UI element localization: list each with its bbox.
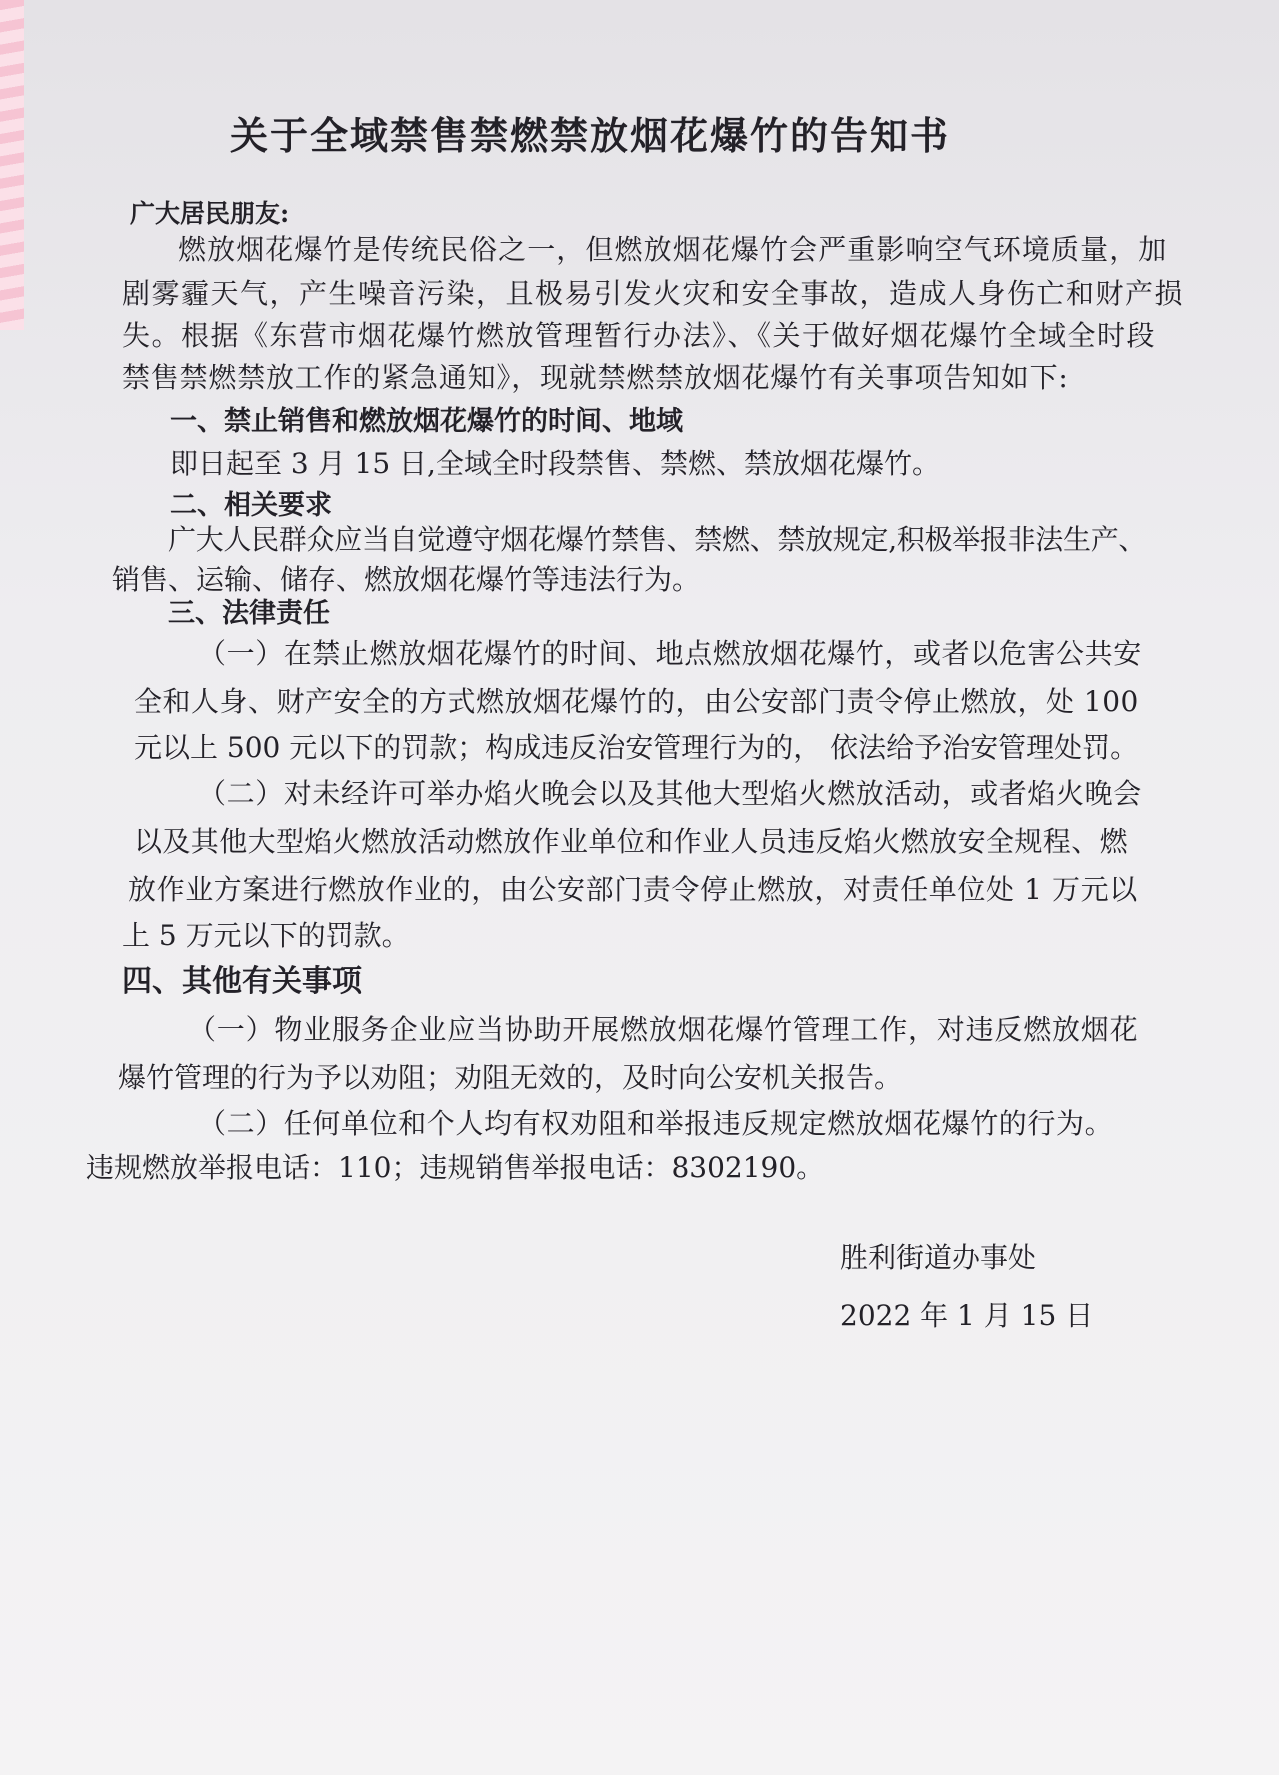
- intro-line: 失。根据《东营市烟花爆竹燃放管理暂行办法》、《关于做好烟花爆竹全域全时段: [122, 319, 1157, 352]
- salutation: 广大居民朋友:: [130, 199, 290, 228]
- paragraph-line: 以及其他大型焰火燃放活动燃放作业单位和作业人员违反焰火燃放安全规程、燃: [134, 825, 1129, 858]
- report-phone-line: 违规燃放举报电话：110；违规销售举报电话：8302190。: [86, 1151, 825, 1184]
- paragraph-line: （一）在禁止燃放烟花爆竹的时间、地点燃放烟花爆竹，或者以危害公共安: [198, 637, 1142, 670]
- intro-line: 燃放烟花爆竹是传统民俗之一，但燃放烟花爆竹会严重影响空气环境质量，加: [178, 233, 1168, 266]
- notice-title: 关于全域禁售禁燃禁放烟花爆竹的告知书: [230, 113, 951, 158]
- signature-date: 2022 年 1 月 15 日: [840, 1299, 1094, 1332]
- paragraph-line: （二）任何单位和个人均有权劝阻和举报违反规定燃放烟花爆竹的行为。: [198, 1107, 1114, 1140]
- signature-org: 胜利街道办事处: [840, 1241, 1037, 1274]
- intro-line: 禁售禁燃禁放工作的紧急通知》，现就禁燃禁放烟花爆竹有关事项告知如下:: [122, 361, 1069, 394]
- paragraph-line: 放作业方案进行燃放作业的，由公安部门责令停止燃放，对责任单位处 1 万元以: [128, 873, 1138, 906]
- section-1-heading: 一、禁止销售和燃放烟花爆竹的时间、地域: [170, 406, 683, 437]
- paragraph-line: 全和人身、财产安全的方式燃放烟花爆竹的，由公安部门责令停止燃放，处 100: [134, 685, 1139, 718]
- section-2-heading: 二、相关要求: [170, 490, 332, 521]
- paragraph-line: 元以上 500 元以下的罚款；构成违反治安管理行为的， 依法给予治安管理处罚。: [134, 731, 1139, 764]
- section-2-text: 广大人民群众应当自觉遵守烟花爆竹禁售、禁燃、禁放规定,积极举报非法生产、: [168, 523, 1147, 556]
- section-2-text: 销售、运输、储存、燃放烟花爆竹等违法行为。: [112, 563, 701, 596]
- paragraph-line: （一）物业服务企业应当协助开展燃放烟花爆竹管理工作，对违反燃放烟花: [188, 1013, 1139, 1046]
- section-3-heading: 三、法律责任: [168, 598, 330, 629]
- intro-line: 剧雾霾天气，产生噪音污染，且极易引发火灾和安全事故，造成人身伤亡和财产损: [122, 277, 1185, 310]
- notice-sheet: [10, 0, 1279, 1775]
- section-1-text: 即日起至 3 月 15 日,全域全时段禁售、禁燃、禁放烟花爆竹。: [170, 447, 940, 480]
- paragraph-line: 爆竹管理的行为予以劝阻；劝阻无效的，及时向公安机关报告。: [118, 1061, 903, 1094]
- section-4-heading: 四、其他有关事项: [122, 964, 362, 999]
- paragraph-line: （二）对未经许可举办焰火晚会以及其他大型焰火燃放活动，或者焰火晚会: [198, 777, 1142, 810]
- paragraph-line: 上 5 万元以下的罚款。: [122, 919, 410, 952]
